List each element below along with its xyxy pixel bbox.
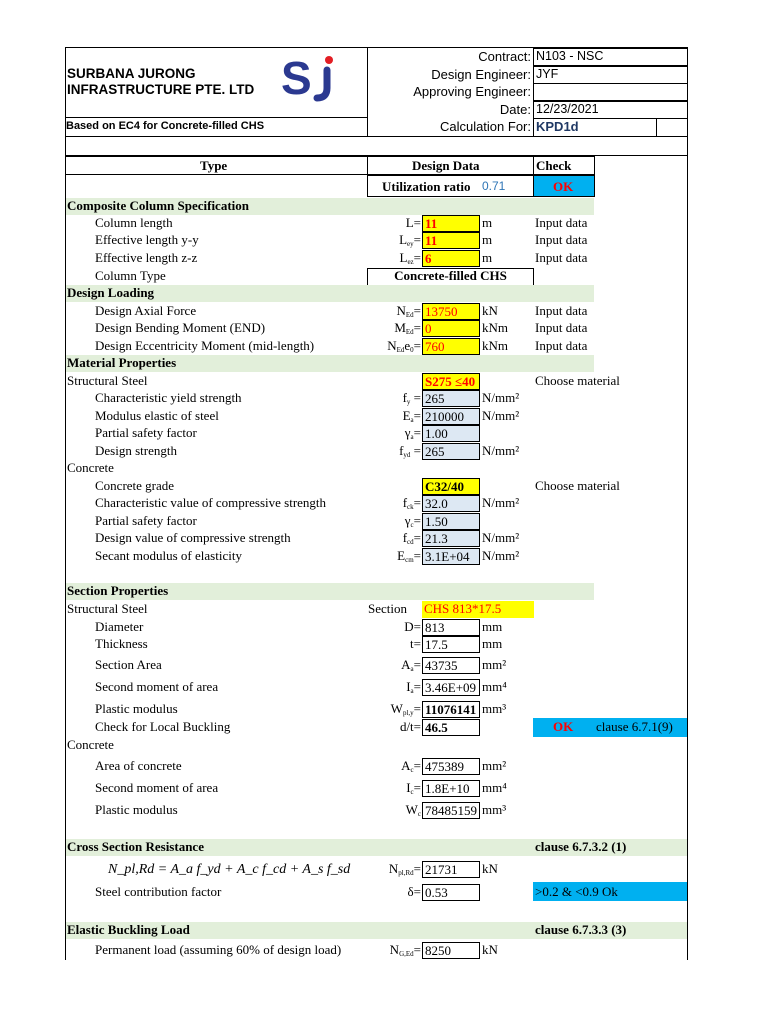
symbol-sub: ez [407,258,414,266]
row-unit: m [482,232,493,247]
buckling-symbol: d/t= [399,719,421,734]
symbol-sub: c [410,521,414,529]
choose-material-concrete: Choose material [535,478,620,493]
symbol-eq: = [413,303,421,318]
value-cell: 21.3 [422,530,480,547]
value-cell: 210000 [422,408,480,425]
symbol-sym: f [402,495,408,510]
symbol-eq: = [413,408,421,423]
elastic-title: Elastic Buckling Load [67,922,190,937]
row-label: Modulus elastic of steel [95,408,219,423]
row-unit: N/mm² [482,530,520,545]
symbol-eq: = [413,495,421,510]
row-unit: N/mm² [482,408,520,423]
symbol-sym: A [401,657,411,672]
symbol-eq2: = [413,338,421,353]
symbol-eq: = [413,657,421,672]
symbol-sym: L [399,250,408,265]
resistance-title: Cross Section Resistance [67,839,204,854]
column-type-value: Concrete-filled CHS [394,268,507,283]
symbol-eq: = [413,758,421,773]
concrete-grade-label: Concrete grade [95,478,175,493]
column-head-type-label: Type [200,158,228,173]
symbol-sub: cm [405,556,414,564]
row-unit: kN [482,303,498,318]
section-word: Section [368,601,407,616]
symbol [301,425,421,441]
composite-title: Composite Column Specification [67,198,249,213]
symbol [301,758,421,774]
symbol-part: G,Ed [399,950,414,958]
value-cell: 1.50 [422,513,480,530]
symbol-part: N [389,942,400,957]
npl-unit: kN [482,861,498,876]
row-label: Second moment of area [95,780,219,795]
permanent-load-label: Permanent load (assuming 60% of design load) [95,942,342,957]
header-divider [367,47,368,137]
perm-unit: kN [482,942,498,957]
symbol-sym: W [405,802,418,817]
value-cell: 13750 [422,303,480,320]
value-cell: 1.00 [422,425,480,442]
row-label: Column length [95,215,173,230]
symbol-sym: M [394,320,406,335]
symbol-sym: A [401,758,411,773]
value-cell: 21731 [422,861,480,878]
symbol-sub: pl,y [402,709,414,717]
symbol-eq: = [410,390,421,405]
symbol-sym: t= [410,636,421,651]
row-label: Effective length z-z [95,250,198,265]
row-label: Design Axial Force [95,303,197,318]
row-unit: kNm [482,338,508,353]
symbol-sym: f [399,443,404,458]
section-value: CHS 813*17.5 [424,601,502,616]
symbol-sub: c [410,788,414,796]
header-field-value: KPD1d [536,119,579,134]
symbol-sym: L= [405,215,421,230]
symbol-sub: a [410,416,414,424]
symbol-eq: = [413,320,421,335]
value-cell: 0 [422,320,480,337]
buckling-label: Check for Local Buckling [95,719,231,734]
value-cell: C32/40 [422,478,480,495]
symbol-eq: = [410,443,421,458]
symbol-sym: E [402,408,411,423]
row-unit: N/mm² [482,443,520,458]
company-name-line2: INFRASTRUCTURE PTE. LTD [67,82,255,97]
value-cell: 0.53 [422,884,480,901]
row-label: Plastic modulus [95,701,178,716]
symbol [301,443,421,459]
value-cell: 17.5 [422,636,480,653]
row-note: Input data [535,250,588,265]
row-label: Design strength [95,443,177,458]
header-field-box [533,83,688,101]
symbol [301,250,421,266]
row-label: Secant modulus of elasticity [95,548,242,563]
row-note: Input data [535,303,588,318]
symbol [301,320,421,336]
utilization-label: Utilization ratio [382,179,471,194]
row-label: Partial safety factor [95,513,197,528]
symbol [301,408,421,424]
column-head-design-data-label: Design Data [412,158,480,173]
value-cell: S275 ≤40 [422,373,480,390]
symbol-sym: W [390,701,403,716]
symbol [301,619,421,635]
symbol-eq: = [413,232,421,247]
column-type-label: Column Type [95,268,166,283]
symbol [301,303,421,319]
symbol-sub: ck [407,503,414,511]
company-name-line1: SURBANA JURONG [67,66,196,81]
row-note: Input data [535,215,588,230]
header-field-label: Contract: [478,49,531,64]
row-unit: N/mm² [482,390,520,405]
row-label: Design value of compressive strength [95,530,291,545]
symbol-sym: L [399,232,408,247]
symbol [301,548,421,564]
symbol-sub: a [410,433,414,441]
utilization-value: 0.71 [482,179,506,193]
symbol-eq: = [413,780,421,795]
symbol [301,338,421,354]
header-field-label: Approving Engineer: [413,84,531,99]
header-field-value: N103 - NSC [536,49,604,63]
value-cell: 813 [422,619,480,636]
perm-symbol [301,942,421,958]
symbol-sym: I [406,679,411,694]
symbol [301,495,421,511]
value-cell: 475389 [422,758,480,775]
value-cell: 6 [422,250,480,267]
row-label: Section Area [95,657,162,672]
symbol [301,232,421,248]
symbol-part: = [413,861,421,876]
row-unit: N/mm² [482,548,520,563]
section-concrete-label: Concrete [67,737,114,752]
section-steel-label: Structural Steel [67,601,148,616]
symbol-sub: Ed [405,311,414,319]
header-field-label: Date: [499,102,531,117]
symbol-eq: = [413,425,421,440]
symbol-eq: = [413,513,421,528]
symbol-sub: yd [403,451,411,459]
sj-logo-icon [281,52,353,102]
value-cell: 78485159 [422,802,480,819]
value-cell: 46.5 [422,719,480,736]
row-unit: mm² [482,758,507,773]
row-note: Input data [535,320,588,335]
row-unit: mm³ [482,802,507,817]
symbol-sym: N [396,303,406,318]
row-note: Input data [535,232,588,247]
symbol-sym: E [397,548,406,563]
symbol [301,530,421,546]
value-cell: 43735 [422,657,480,674]
value-cell: 265 [422,390,480,407]
design-basis: Based on EC4 for Concrete-filled CHS [66,120,265,132]
symbol-eq: = [413,250,421,265]
buckling-clause: clause 6.7.1(9) [596,719,673,734]
symbol-eq: = [413,530,421,545]
row-unit: m [482,250,493,265]
delta-symbol: δ= [407,884,421,899]
symbol [301,802,421,818]
row-label: Plastic modulus [95,802,178,817]
row-label: Effective length y-y [95,232,199,247]
value-cell: 760 [422,338,480,355]
row-label: Area of concrete [95,758,182,773]
symbol-sub: c [417,810,421,818]
row-unit: mm [482,619,503,634]
row-note: Input data [535,338,588,353]
value-cell: 8250 [422,942,480,959]
symbol-sym: I [406,780,411,795]
symbol-eq: e [404,338,411,353]
symbol-sub: Ed [396,346,405,354]
formula-text: N_pl,Rd = A_a f_yd + A_c f_cd + A_s f_sd [108,862,351,877]
symbol [301,636,421,652]
symbol-sub: Ed [405,328,414,336]
row-label: Diameter [95,619,144,634]
symbol-sym: N [387,338,397,353]
elastic-clause: clause 6.7.3.3 (3) [535,922,627,937]
header-field-label: Calculation For: [439,119,531,134]
symbol-part: N [388,861,399,876]
row-unit: mm² [482,657,507,672]
buckling-status: OK [553,719,574,734]
value-cell: 11 [422,232,480,249]
value-cell: 1.8E+10 [422,780,480,797]
symbol-sub: cd [407,538,414,546]
symbol [301,390,421,406]
symbol-sym: D= [404,619,421,634]
choose-material-steel: Choose material [535,373,620,388]
symbol-sub: ey [407,240,414,248]
npl-symbol [301,861,421,877]
concrete-label: Concrete [67,460,114,475]
symbol-eq: = [413,679,421,694]
row-label: Design Bending Moment (END) [95,320,266,335]
value-cell: 11 [422,215,480,232]
symbol [301,513,421,529]
symbol [301,657,421,673]
row-label: Characteristic value of compressive strength [95,495,327,510]
symbol-part: = [413,942,421,957]
resistance-clause: clause 6.7.3.2 (1) [535,839,627,854]
row-unit: mm⁴ [482,679,507,694]
symbol-sym: f [402,390,407,405]
header-field-value: JYF [536,67,559,81]
value-cell: 32.0 [422,495,480,512]
row-unit: N/mm² [482,495,520,510]
symbol-eq: = [413,548,421,563]
material-title: Material Properties [67,355,177,370]
value-cell: 3.46E+09 [422,679,480,696]
symbol-part: pl,Rd [398,869,414,877]
row-unit: mm⁴ [482,780,507,795]
row-label: Partial safety factor [95,425,197,440]
section-title: Section Properties [67,583,169,598]
value-cell: 265 [422,443,480,460]
loading-title: Design Loading [67,285,155,300]
value-cell: 11076141 [422,701,480,718]
row-unit: mm [482,636,503,651]
row-unit: kNm [482,320,508,335]
symbol-sub: a [410,665,414,673]
symbol-sub: a [410,687,414,695]
symbol-sym: γ [404,425,411,440]
company-logo [281,52,353,102]
row-label: Thickness [95,636,148,651]
row-label: Design Eccentricity Moment (mid-length) [95,338,315,353]
row-label: Characteristic yield strength [95,390,242,405]
row-unit: m [482,215,493,230]
symbol-sub: y [406,398,411,406]
row-label: Second moment of area [95,679,219,694]
symbol [301,780,421,796]
svg-text:S: S [281,52,312,102]
symbol-sub: c [410,766,414,774]
symbol-sub2: 0 [410,346,414,354]
symbol-sym: f [402,530,408,545]
value-cell: 3.1E+04 [422,548,480,565]
symbol [301,215,421,231]
symbol-eq: = [413,701,421,716]
delta-check: >0.2 & <0.9 Ok [535,884,618,899]
symbol [301,701,421,717]
symbol [301,679,421,695]
delta-label: Steel contribution factor [95,884,222,899]
row-unit: mm³ [482,701,507,716]
column-head-check-label: Check [536,158,572,173]
steel-label: Structural Steel [67,373,148,388]
header-field-value: 12/23/2021 [536,102,599,116]
header-field-label: Design Engineer: [431,67,531,82]
symbol-sym: γ [404,513,411,528]
